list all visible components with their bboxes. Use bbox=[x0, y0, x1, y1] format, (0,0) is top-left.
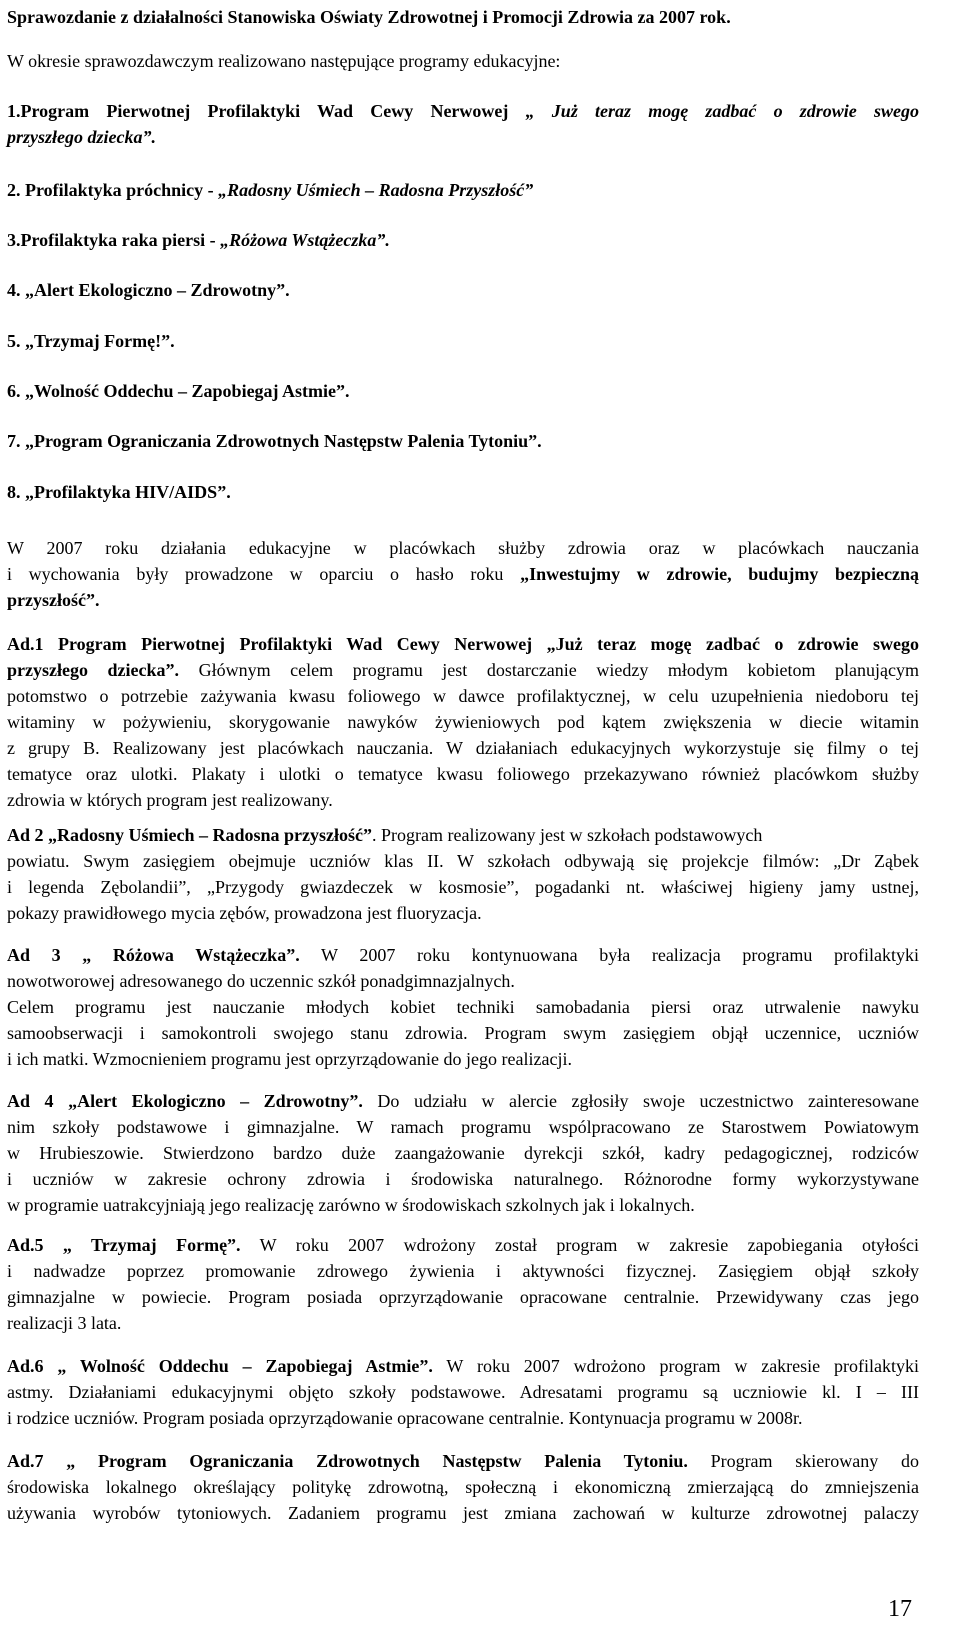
section-ad3-line-3: Celem programu jest nauczanie młodych kobiet techniki samobadania piersi oraz utrwalenie nawyku bbox=[7, 997, 919, 1017]
program-list-item-6: 6. „Wolność Oddechu – Zapobiegaj Astmie”. bbox=[7, 381, 350, 401]
section-ad6-line-2: astmy. Działaniami edukacyjnymi objęto szkoły podstawowe. Adresatami programu są uczniowie kl. I – III bbox=[7, 1382, 919, 1402]
section-ad7-line-3: używania wyrobów tytoniowych. Zadaniem programu jest zmiana zachowań w kulturze zdrowotnej palaczy bbox=[7, 1503, 919, 1523]
section-ad2-line-2: powiatu. Swym zasięgiem obejmuje uczniów klas II. W szkołach odbywają się projekcje filmów: „Dr Ząbek bbox=[7, 851, 919, 871]
section-ad5-line-1 bbox=[7, 1232, 919, 1258]
section-ad5-line-4: realizacji 3 lata. bbox=[7, 1313, 122, 1333]
section-ad4 bbox=[7, 1088, 919, 1218]
section-ad5 bbox=[7, 1232, 919, 1336]
section-ad2-text: . Program realizowany jest w szkołach podstawowych bbox=[372, 825, 763, 845]
section-ad5-text: W roku 2007 wdrożony został program w zakresie zapobiegania otyłości bbox=[240, 1235, 919, 1255]
program-list-item-2 bbox=[7, 177, 919, 203]
section-ad7-line-2: środowiska lokalnego określający politykę zdrowotną, społeczną i ekonomiczną zmierzającą do zmniejszenia bbox=[7, 1477, 919, 1497]
section-ad1-heading-cont: przyszłego dziecka”. bbox=[7, 660, 180, 680]
section-ad6-text: W roku 2007 wdrożono program w zakresie profilaktyki bbox=[432, 1356, 919, 1376]
program-1-title: „ Już teraz mogę zadbać o zdrowie swego bbox=[525, 101, 919, 121]
section-ad2 bbox=[7, 822, 919, 926]
section-ad1-line-3: potomstwo o potrzebie zażywania kwasu foliowego w dawce profilaktycznej, w celu uzupełnienia niedoboru tej bbox=[7, 686, 919, 706]
program-1-name: 1.Program Pierwotnej Profilaktyki Wad Cewy Nerwowej bbox=[7, 101, 509, 121]
intro-paragraph-line-1: W 2007 roku działania edukacyjne w placówkach służby zdrowia oraz w placówkach nauczania bbox=[7, 538, 919, 558]
section-ad7-heading: Ad.7 „ Program Ograniczania Zdrowotnych Następstw Palenia Tytoniu. bbox=[7, 1451, 688, 1471]
program-3-title: „Różowa Wstążeczka”. bbox=[220, 230, 390, 250]
section-ad4-line-2: nim szkoły podstawowe i gimnazjalne. W ramach programu wspólpracowano ze Starostwem Powiatowym bbox=[7, 1117, 919, 1137]
program-list-item-1 bbox=[7, 98, 919, 150]
section-ad7-line-1 bbox=[7, 1448, 919, 1474]
intro-paragraph-line-2 bbox=[7, 561, 919, 587]
section-ad1-line-5: z grupy B. Realizowany jest placówkach nauczania. W działaniach edukacyjnych wykorzystuje się filmy o tej bbox=[7, 738, 919, 758]
section-ad3-line-5: i ich matki. Wzmocnieniem programu jest oprzyrządowanie do jego realizacji. bbox=[7, 1049, 572, 1069]
section-ad3-line-2: nowotworowej adresowanego do uczennic szkół ponadgimnazjalnych. bbox=[7, 971, 515, 991]
section-ad4-line-1 bbox=[7, 1088, 919, 1114]
section-ad2-line-1 bbox=[7, 822, 919, 848]
program-list-item-4: 4. „Alert Ekologiczno – Zdrowotny”. bbox=[7, 280, 290, 300]
section-ad4-heading: Ad 4 „Alert Ekologiczno – Zdrowotny”. bbox=[7, 1091, 363, 1111]
program-list-item-3 bbox=[7, 227, 919, 253]
section-ad1 bbox=[7, 631, 919, 813]
document-title: Sprawozdanie z działalności Stanowiska Oświaty Zdrowotnej i Promocji Zdrowia za 2007 rok. bbox=[7, 7, 731, 27]
intro-paragraph-text: i wychowania były prowadzone w oparciu o hasło roku bbox=[7, 564, 521, 584]
section-ad3-text: W 2007 roku kontynuowana była realizacja programu profilaktyki bbox=[299, 945, 920, 965]
section-ad4-line-4: i uczniów w zakresie ochrony zdrowia i środowiska naturalnego. Różnorodne formy wykorzystywane bbox=[7, 1169, 919, 1189]
section-ad7 bbox=[7, 1448, 919, 1526]
section-ad2-line-3: i legenda Zębolandii”, „Przygody gwiazdeczek w kosmosie”, pogadanki nt. właściwej higieny jamy ustnej, bbox=[7, 877, 919, 897]
program-1-title-cont: przyszłego dziecka”. bbox=[7, 127, 156, 147]
section-ad1-heading: Ad.1 Program Pierwotnej Profilaktyki Wad Cewy Nerwowej „Już teraz mogę zadbać o zdrowie swego bbox=[7, 634, 919, 654]
section-ad3 bbox=[7, 942, 919, 1072]
program-2-title: „Radosny Uśmiech – Radosna Przyszłość” bbox=[218, 180, 534, 200]
section-ad5-heading: Ad.5 „ Trzymaj Formę”. bbox=[7, 1235, 241, 1255]
section-ad3-heading: Ad 3 „ Różowa Wstążeczka”. bbox=[7, 945, 300, 965]
intro-paragraph bbox=[7, 535, 919, 613]
program-2-name: 2. Profilaktyka próchnicy - bbox=[7, 180, 219, 200]
section-ad1-line-2 bbox=[7, 657, 919, 683]
section-ad7-text: Program skierowany do bbox=[687, 1451, 919, 1471]
section-ad6 bbox=[7, 1353, 919, 1431]
section-ad1-line-6: tematyce oraz ulotki. Plakaty i ulotki o tematyce kwasu foliowego przekazywano również placówkom służby bbox=[7, 764, 919, 784]
section-ad5-line-2: i nadwadze poprzez promowanie zdrowego żywienia i aktywności fizycznej. Zasięgiem objął szkoły bbox=[7, 1261, 919, 1281]
section-ad2-heading: Ad 2 „Radosny Uśmiech – Radosna przyszłość” bbox=[7, 825, 373, 845]
year-motto: „Inwestujmy w zdrowie, budujmy bezpieczną bbox=[520, 564, 919, 584]
section-ad6-line-3: i rodzice uczniów. Program posiada oprzyrządowanie opracowane centralnie. Kontynuacja programu w 2008r. bbox=[7, 1408, 803, 1428]
program-list-item-7: 7. „Program Ograniczania Zdrowotnych Następstw Palenia Tytoniu”. bbox=[7, 431, 542, 451]
intro-line: W okresie sprawozdawczym realizowano następujące programy edukacyjne: bbox=[7, 51, 561, 71]
section-ad6-line-1 bbox=[7, 1353, 919, 1379]
section-ad5-line-3: gimnazjalne w powiecie. Program posiada oprzyrządowanie opracowane centralnie. Przewidywany czas jego bbox=[7, 1287, 919, 1307]
program-list-item-5: 5. „Trzymaj Formę!”. bbox=[7, 331, 175, 351]
section-ad1-text: Głównym celem programu jest dostarczanie wiedzy młodym kobietom planującym bbox=[179, 660, 920, 680]
section-ad3-line-1 bbox=[7, 942, 919, 968]
section-ad2-line-4: pokazy prawidłowego mycia zębów, prowadzona jest fluoryzacja. bbox=[7, 903, 482, 923]
section-ad6-heading: Ad.6 „ Wolność Oddechu – Zapobiegaj Astmie”. bbox=[7, 1356, 433, 1376]
section-ad4-line-3: w Hrubieszowie. Stwierdzono bardzo duże zaangażowanie dyrekcji szkół, kadry pedagogicznej, rodziców bbox=[7, 1143, 919, 1163]
program-3-name: 3.Profilaktyka raka piersi - bbox=[7, 230, 221, 250]
section-ad4-text: Do udziału w alercie zgłosiły swoje uczestnictwo zainteresowane bbox=[362, 1091, 919, 1111]
year-motto-cont: przyszłość”. bbox=[7, 590, 100, 610]
program-list-item-8: 8. „Profilaktyka HIV/AIDS”. bbox=[7, 482, 231, 502]
section-ad3-line-4: samoobserwacji i samokontroli swojego stanu zdrowia. Program swym zasięgiem objął uczennice, uczniów bbox=[7, 1023, 919, 1043]
section-ad1-line-7: zdrowia w których program jest realizowany. bbox=[7, 790, 333, 810]
section-ad4-line-5: w programie uatrakcyjniają jego realizację zarówno w środowiskach szkolnych jak i lokalnych. bbox=[7, 1195, 695, 1215]
section-ad1-line-4: witaminy w pożywieniu, skorygowanie nawyków żywieniowych pod kątem zwiększenia w diecie witamin bbox=[7, 712, 919, 732]
page-number: 17 bbox=[888, 1596, 912, 1622]
